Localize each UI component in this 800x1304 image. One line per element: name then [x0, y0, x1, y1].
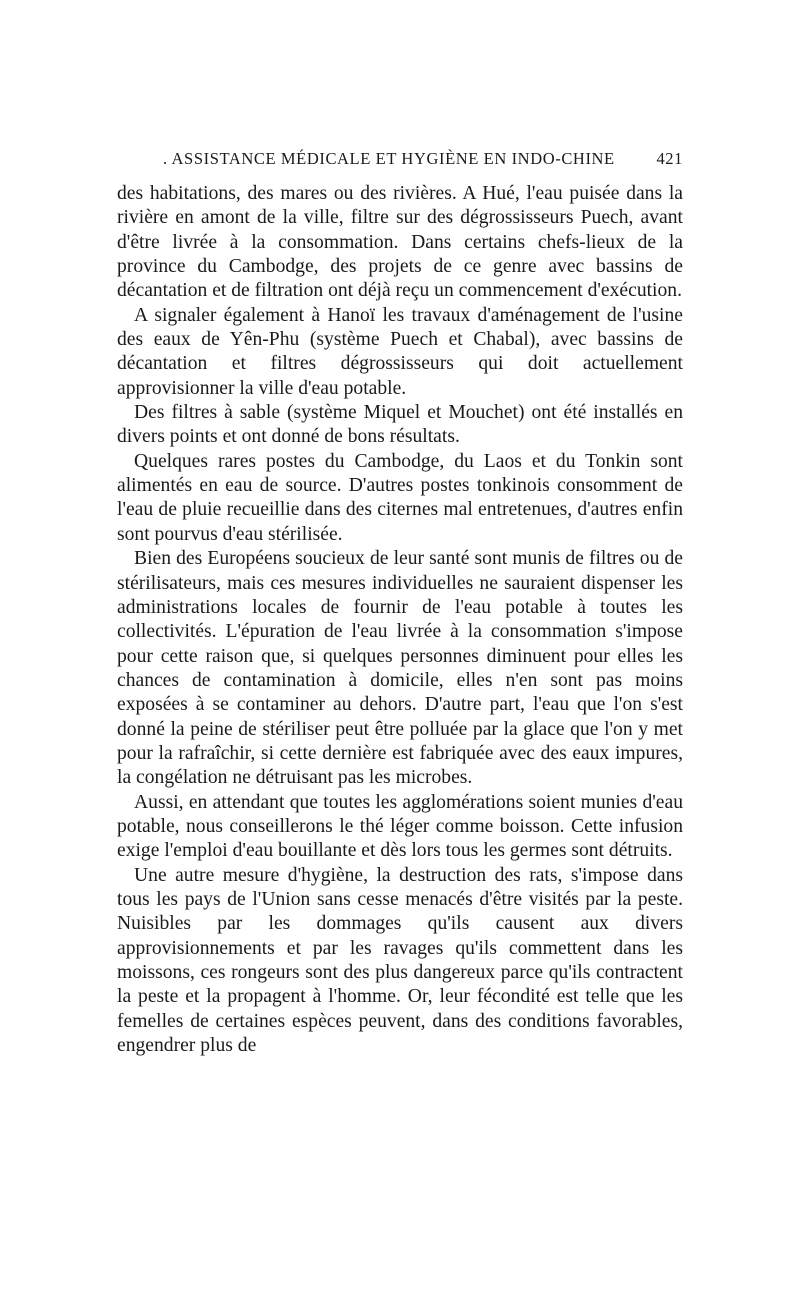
paragraph-hanoi-waterworks: A signaler également à Hanoï les travaux d'aménagement de l'usine des eaux de Yên-Phu (système Puech et Chabal), avec bassins de décantation et filtres dégrossisseurs qui doit actuellement approvisionner la ville d'eau potable.: [117, 304, 683, 399]
running-title: . ASSISTANCE MÉDICALE ET HYGIÈNE EN INDO-CHINE: [163, 149, 615, 168]
paragraph-tea-advice: Aussi, en attendant que toutes les agglomérations soient munies d'eau potable, nous conseillerons le thé léger comme boisson. Cette infusion exige l'emploi d'eau bouillante et dès lors tous les germes sont détruits.: [117, 791, 683, 862]
running-head: [117, 147, 683, 171]
paragraph-continuation: des habitations, des mares ou des rivières. A Hué, l'eau puisée dans la rivière en amont de la ville, filtre sur des dégrossisseurs Puech, avant d'être livrée à la consommation. Dans certains chefs-lieux de la province du Cambodge, des projets de ce genre avec bassins de décantation et de filtration ont déjà reçu un commencement d'exécution.: [117, 183, 683, 302]
paragraph-rat-destruction: Une autre mesure d'hygiène, la destruction des rats, s'impose dans tous les pays de l'Union sans cesse menacés d'être visités par la peste. Nuisibles par les dommages qu'ils causent aux divers approvisionnements et par les ravages qu'ils commettent dans les moissons, ces rongeurs sont des plus dangereux parce qu'ils contractent la peste et la propagent à l'homme. Or, leur fécondité est telle que les femelles de certaines espèces peuvent, dans des conditions favorables, engendrer plus de: [117, 864, 683, 1057]
paragraph-water-sources: Quelques rares postes du Cambodge, du Laos et du Tonkin sont alimentés en eau de source. D'autres postes tonkinois consomment de l'eau de pluie recueillie dans des citernes mal entretenues, d'autres enfin sont pourvus d'eau stérilisée.: [117, 450, 683, 545]
paragraph-europeans-filters: Bien des Européens soucieux de leur santé sont munis de filtres ou de stérilisateurs, mais ces mesures individuelles ne sauraient dispenser les administrations locales de fournir de l'eau potable à toutes les collectivités. L'épuration de l'eau livrée à la consommation s'impose pour cette raison que, si quelques personnes diminuent pour elles les chances de contamination à domicile, elles n'en sont pas moins exposées à se contaminer au dehors. D'autre part, l'eau que l'on s'est donné la peine de stériliser peut être polluée par la glace que l'on y met pour la rafraîchir, si cette dernière est fabriquée avec des eaux impures, la congélation ne détruisant pas les microbes.: [117, 548, 683, 789]
body-text: [117, 182, 683, 1058]
paragraph-sand-filters: Des filtres à sable (système Miquel et Mouchet) ont été installés en divers points et ont donné de bons résultats.: [117, 402, 683, 448]
page-number: 421: [656, 149, 683, 168]
